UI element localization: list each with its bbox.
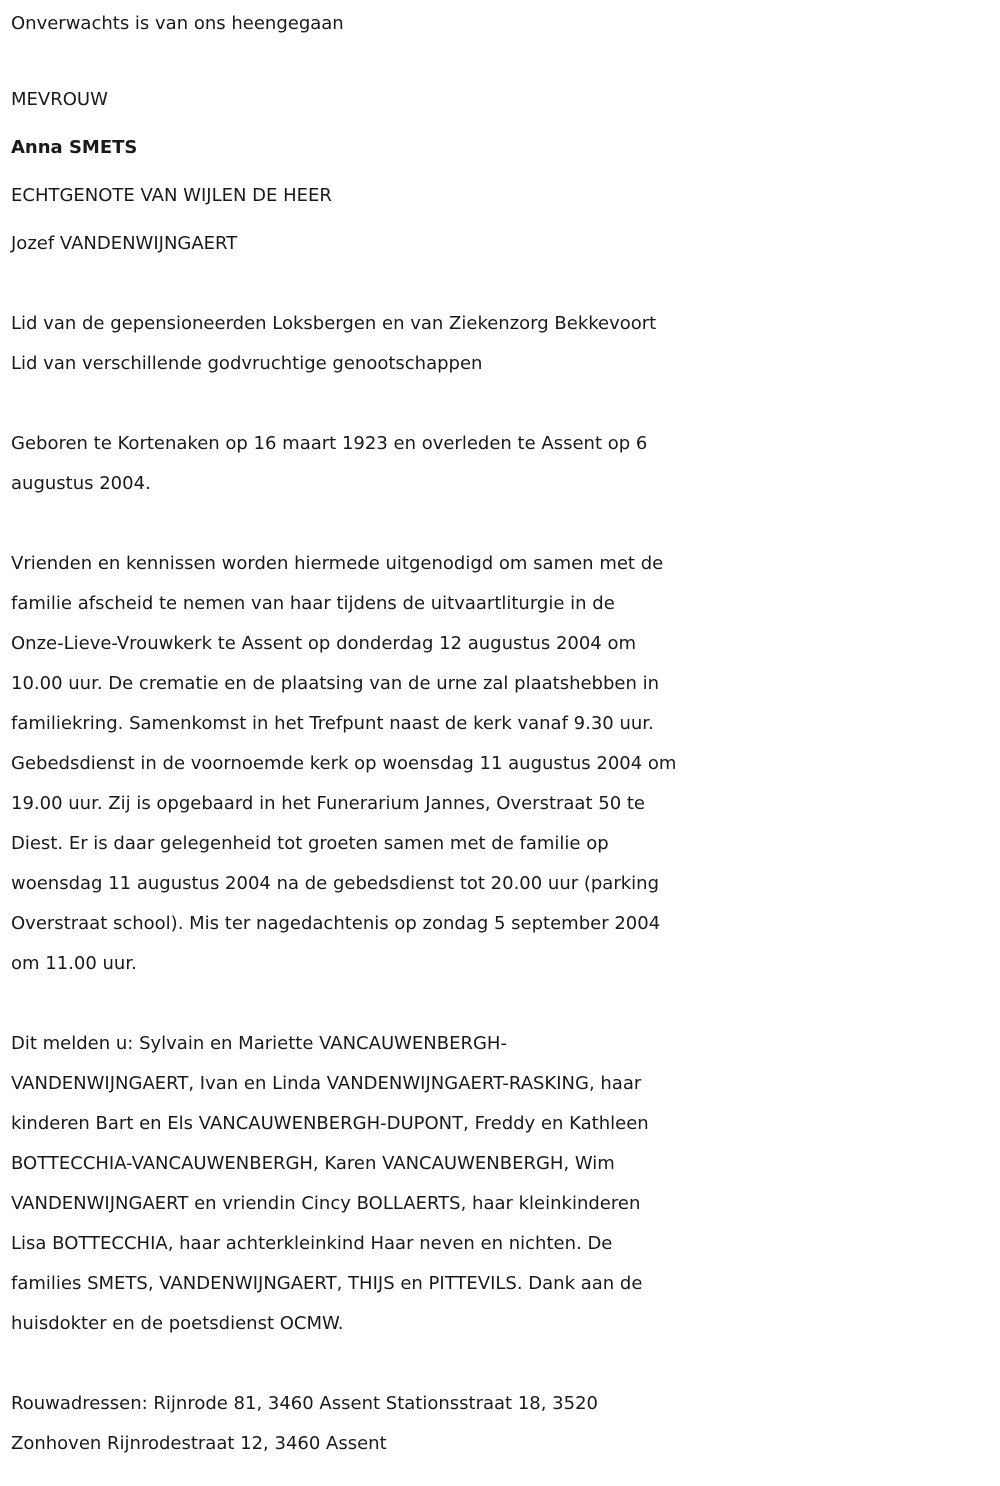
ceremony-line: familie afscheid te nemen van haar tijdens de uitvaartliturgie in de xyxy=(11,593,615,614)
spouse-name: Jozef VANDENWIJNGAERT xyxy=(11,233,238,254)
ceremony-line: Vrienden en kennissen worden hiermede uitgenodigd om samen met de xyxy=(11,553,664,574)
ceremony-line: 19.00 uur. Zij is opgebaard in het Funerarium Jannes, Overstraat 50 te xyxy=(11,793,645,814)
ceremony-line: Overstraat school). Mis ter nagedachtenis op zondag 5 september 2004 xyxy=(11,913,661,934)
spacer xyxy=(11,44,991,76)
deceased-name: Anna SMETS xyxy=(11,137,138,158)
spacer xyxy=(11,1344,991,1384)
ceremony-line: 10.00 uur. De crematie en de plaatsing van de urne zal plaatshebben in xyxy=(11,673,660,694)
ceremony-line: Diest. Er is daar gelegenheid tot groeten samen met de familie op xyxy=(11,833,609,854)
ceremony-line: Gebedsdienst in de voornoemde kerk op woensdag 11 augustus 2004 om xyxy=(11,753,677,774)
spacer xyxy=(11,984,991,1024)
birth-death-block xyxy=(11,424,991,504)
birth-death-line: augustus 2004. xyxy=(11,473,151,494)
spacer xyxy=(11,268,991,304)
family-line: Lisa BOTTECCHIA, haar achterkleinkind Haar neven en nichten. De xyxy=(11,1233,613,1254)
birth-death-line: Geboren te Kortenaken op 16 maart 1923 en overleden te Assent op 6 xyxy=(11,433,648,454)
honorific: MEVROUW xyxy=(11,89,108,110)
address-line: Zonhoven Rijnrodestraat 12, 3460 Assent xyxy=(11,1433,387,1454)
memberships-block xyxy=(11,304,991,384)
family-line: families SMETS, VANDENWIJNGAERT, THIJS en PITTEVILS. Dank aan de xyxy=(11,1273,643,1294)
addresses-block xyxy=(11,1384,991,1464)
obituary-document xyxy=(11,4,991,1464)
ceremony-line: woensdag 11 augustus 2004 na de gebedsdienst tot 20.00 uur (parking xyxy=(11,873,659,894)
family-block xyxy=(11,1024,991,1344)
family-line: huisdokter en de poetsdienst OCMW. xyxy=(11,1313,344,1334)
spacer xyxy=(11,504,991,544)
ceremony-line: om 11.00 uur. xyxy=(11,953,137,974)
membership-line: Lid van de gepensioneerden Loksbergen en van Ziekenzorg Bekkevoort xyxy=(11,313,657,334)
spouse-label: ECHTGENOTE VAN WIJLEN DE HEER xyxy=(11,185,332,206)
family-line: kinderen Bart en Els VANCAUWENBERGH-DUPONT, Freddy en Kathleen xyxy=(11,1113,649,1134)
family-line: VANDENWIJNGAERT, Ivan en Linda VANDENWIJNGAERT-RASKING, haar xyxy=(11,1073,642,1094)
ceremony-line: familiekring. Samenkomst in het Trefpunt naast de kerk vanaf 9.30 uur. xyxy=(11,713,654,734)
family-line: Dit melden u: Sylvain en Mariette VANCAUWENBERGH- xyxy=(11,1033,507,1054)
spacer xyxy=(11,384,991,424)
membership-line: Lid van verschillende godvruchtige genootschappen xyxy=(11,353,483,374)
family-line: BOTTECCHIA-VANCAUWENBERGH, Karen VANCAUWENBERGH, Wim xyxy=(11,1153,615,1174)
ceremony-line: Onze-Lieve-Vrouwkerk te Assent op donderdag 12 augustus 2004 om xyxy=(11,633,637,654)
ceremony-block xyxy=(11,544,991,984)
family-line: VANDENWIJNGAERT en vriendin Cincy BOLLAERTS, haar kleinkinderen xyxy=(11,1193,641,1214)
intro-line: Onverwachts is van ons heengegaan xyxy=(11,13,344,34)
address-line: Rouwadressen: Rijnrode 81, 3460 Assent Stationsstraat 18, 3520 xyxy=(11,1393,598,1414)
